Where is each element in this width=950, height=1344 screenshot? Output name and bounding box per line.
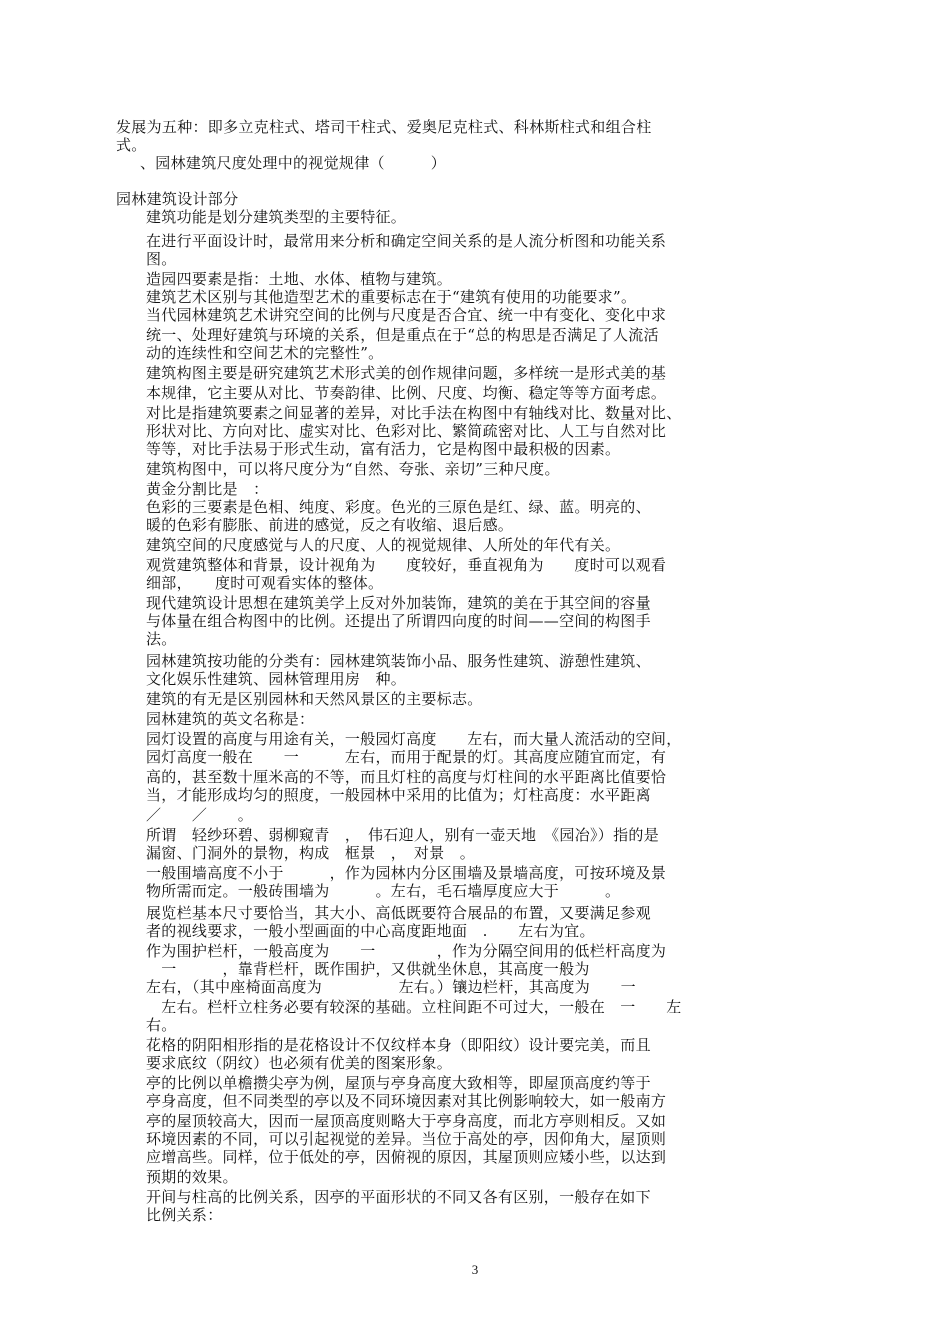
text-line: 建筑艺术区别与其他造型艺术的重要标志在于“建筑有使用的功能要求”。: [146, 288, 637, 306]
text-line: 动的连续性和空间艺术的完整性”。: [146, 344, 384, 362]
text-line: 在进行平面设计时，最常用来分析和确定空间关系的是人流分析图和功能关系: [146, 232, 667, 250]
text-line: 暖的色彩有膨胀、前进的感觉，反之有收缩、退后感。: [146, 516, 514, 534]
text-line: 预期的效果。: [146, 1168, 238, 1186]
text-line: 应增高些。同样，位于低处的亭，因俯视的原因，其屋顶则应矮小些，以达到: [146, 1148, 667, 1166]
text-line: 统一、处理好建筑与环境的关系，但是重点在于“总的构思是否满足了人流活: [146, 326, 659, 344]
text-line: 观赏建筑整体和背景，设计视角为 度较好，垂直视角为 度时可以观看: [146, 556, 667, 574]
text-line: 建筑的有无是区别园林和天然风景区的主要标志。: [146, 690, 483, 708]
text-line: 当，才能形成均匀的照度，一般园林中采用的比值为；灯柱高度：水平距离: [146, 786, 651, 804]
text-line: 黄金分割比是 ：: [146, 480, 269, 498]
text-line: 等等，对比手法易于形式生动，富有活力，它是构图中最积极的因素。: [146, 440, 621, 458]
text-line: 一 ，靠背栏杆，既作围护，又供就坐休息，其高度一般为: [146, 960, 590, 978]
text-line: 亭的屋顶较高大，因而一屋顶高度则略大于亭身高度，而北方亭则相反。又如: [146, 1112, 667, 1130]
text-line: 对比是指建筑要素之间显著的差异，对比手法在构图中有轴线对比、数量对比、: [146, 404, 682, 422]
text-line: 造园四要素是指：土地、水体、植物与建筑。: [146, 270, 453, 288]
text-line: 细部， 度时可观看实体的整体。: [146, 574, 384, 592]
text-line: 色彩的三要素是色相、纯度、彩度。色光的三原色是红、绿、蓝。明亮的、: [146, 498, 651, 516]
text-line: 园林建筑按功能的分类有：园林建筑装饰小品、服务性建筑、游憩性建筑、: [146, 652, 651, 670]
text-line: 式。: [116, 136, 147, 154]
text-line: 建筑功能是划分建筑类型的主要特征。: [146, 208, 407, 226]
text-line: 当代园林建筑艺术讲究空间的比例与尺度是否合宜、统一中有变化、变化中求: [146, 306, 667, 324]
text-line: 建筑空间的尺度感觉与人的尺度、人的视觉规律、人所处的年代有关。: [146, 536, 621, 554]
text-line: 花格的阴阳相形指的是花格设计不仅纹样本身（即阳纹）设计要完美，而且: [146, 1036, 651, 1054]
page-number: 3: [471, 1262, 479, 1277]
text-line: 园灯设置的高度与用途有关，一般园灯高度 左右，而大量人流活动的空间，: [146, 730, 682, 748]
text-line: 形状对比、方向对比、虚实对比、色彩对比、繁简疏密对比、人工与自然对比: [146, 422, 667, 440]
text-line: 物所需而定。一般砖围墙为 。左右，毛石墙厚度应大于 。: [146, 882, 621, 900]
text-line: 文化娱乐性建筑、园林管理用房 种。: [146, 670, 407, 688]
text-line: 建筑构图主要是研究建筑艺术形式美的创作规律问题，多样统一是形式美的基: [146, 364, 667, 382]
text-line: 亭身高度，但不同类型的亭以及不同环境因素对其比例影响较大，如一般南方: [146, 1092, 667, 1110]
text-line: 左右。栏杆立柱务必要有较深的基础。立柱间距不可过大，一般在 一 左: [146, 998, 682, 1016]
text-line: 建筑构图中，可以将尺度分为“自然、夸张、亲切”三种尺度。: [146, 460, 560, 478]
text-line: 园林建筑设计部分: [116, 190, 239, 208]
text-line: 所谓 轻纱环碧、弱柳窥青 ， 伟石迎人，别有一壶天地 《园冶》）指的是: [146, 826, 660, 844]
text-line: 展览栏基本尺寸要恰当，其大小、高低既要符合展品的布置，又要满足参观: [146, 904, 651, 922]
text-line: 、园林建筑尺度处理中的视觉规律（ ）: [140, 154, 447, 172]
text-line: 一般围墙高度不小于 ，作为园林内分区围墙及景墙高度，可按环境及景: [146, 864, 667, 882]
text-line: 高的，甚至数十厘米高的不等，而且灯柱的高度与灯柱间的水平距离比值要恰: [146, 768, 667, 786]
text-line: 漏窗、门洞外的景物，构成 框景 ， 对景 。: [146, 844, 476, 862]
text-line: 园灯高度一般在 一 左右，而用于配景的灯。其高度应随宜而定，有: [146, 748, 667, 766]
text-line: 亭的比例以单檐攒尖亭为例，屋顶与亭身高度大致相等，即屋顶高度约等于: [146, 1074, 651, 1092]
text-line: 要求底纹（阴纹）也必须有优美的图案形象。: [146, 1054, 453, 1072]
text-line: 与体量在组合构图中的比例。还提出了所谓四向度的时间——空间的构图手: [146, 612, 651, 630]
text-line: 园林建筑的英文名称是：: [146, 710, 315, 728]
text-line: 右。: [146, 1016, 177, 1034]
text-line: 开间与柱高的比例关系，因亭的平面形状的不同又各有区别，一般存在如下: [146, 1188, 651, 1206]
text-line: 发展为五种：即多立克柱式、塔司干柱式、爱奥尼克柱式、科林斯柱式和组合柱: [116, 118, 652, 136]
text-line: 图。: [146, 250, 177, 268]
text-line: 现代建筑设计思想在建筑美学上反对外加装饰，建筑的美在于其空间的容量: [146, 594, 651, 612]
text-line: 作为围护栏杆，一般高度为 一 ，作为分隔空间用的低栏杆高度为: [146, 942, 667, 960]
text-line: 本规律，它主要从对比、节奏韵律、比例、尺度、均衡、稳定等等方面考虑。: [146, 384, 667, 402]
text-line: 比例关系：: [146, 1206, 223, 1224]
text-line: 环境因素的不同，可以引起视觉的差异。当位于高处的亭，因仰角大，屋顶则: [146, 1130, 667, 1148]
text-line: 左右，（其中座椅面高度为 左右。）镶边栏杆，其高度为 一: [146, 978, 636, 996]
text-line: ／ ／ 。: [146, 806, 254, 824]
text-line: 法。: [146, 630, 177, 648]
text-line: 者的视线要求，一般小型画面的中心高度距地面 . 左右为宜。: [146, 922, 595, 940]
